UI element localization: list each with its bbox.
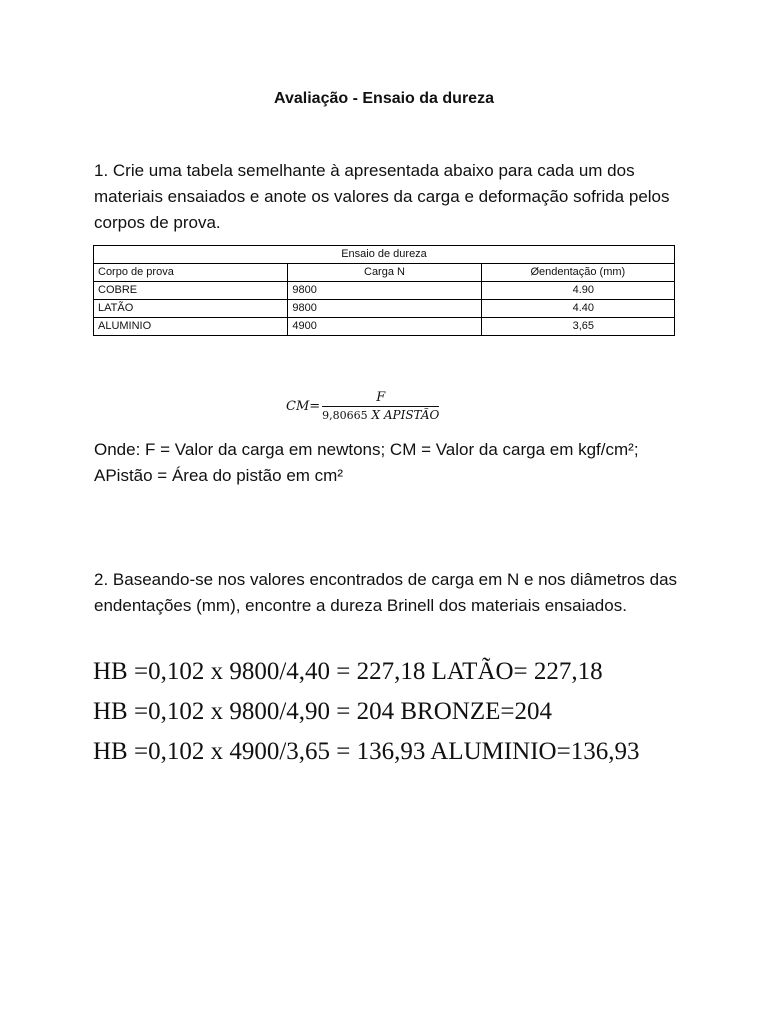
formula-lhs: CM= xyxy=(286,398,321,414)
table-row xyxy=(94,318,675,336)
question-1-text: 1. Crie uma tabela semelhante à apresentada abaixo para cada um dos materiais ensaiados e anote os valores da carga e deformação sofrida pelos corpos de prova. xyxy=(94,161,670,232)
formula-fraction xyxy=(322,390,439,422)
table-row xyxy=(94,300,675,318)
answer-line-latao: HB =0,102 x 9800/4,40 = 227,18 LATÃO= 227,18 xyxy=(93,658,603,685)
cell-indentation: 4.40 xyxy=(481,300,674,318)
answer-line-aluminio: HB =0,102 x 4900/3,65 = 136,93 ALUMINIO=136,93 xyxy=(93,738,640,765)
header-specimen: Corpo de prova xyxy=(94,264,288,282)
denominator-number: 9,80665 xyxy=(322,409,368,422)
page-title: Avaliação - Ensaio da dureza xyxy=(274,90,494,107)
header-indentation: Øendentação (mm) xyxy=(481,264,674,282)
question-2-text: 2. Baseando-se nos valores encontrados de carga em N e nos diâmetros das endentações (mm), encontre a dureza Brinell dos materiais ensaiados. xyxy=(94,570,678,615)
cell-load: 9800 xyxy=(288,282,481,300)
answers-block xyxy=(93,652,639,772)
cell-load: 9800 xyxy=(288,300,481,318)
formula-denominator xyxy=(322,407,439,422)
table-caption-row xyxy=(94,246,675,264)
answer-line-bronze: HB =0,102 x 9800/4,90 = 204 BRONZE=204 xyxy=(93,698,552,725)
table-caption: Ensaio de dureza xyxy=(94,246,675,264)
hardness-test-table xyxy=(93,245,675,336)
cell-specimen: LATÃO xyxy=(94,300,288,318)
table-row xyxy=(94,282,675,300)
cell-load: 4900 xyxy=(288,318,481,336)
cell-specimen: COBRE xyxy=(94,282,288,300)
cell-indentation: 4.90 xyxy=(481,282,674,300)
table-header-row xyxy=(94,264,675,282)
header-load: Carga N xyxy=(288,264,481,282)
cell-indentation: 3,65 xyxy=(481,318,674,336)
cell-specimen: ALUMINIO xyxy=(94,318,288,336)
formula-numerator: F xyxy=(376,390,386,405)
cm-formula xyxy=(286,390,439,422)
denominator-text: X APISTÃO xyxy=(371,408,440,422)
formula-legend: Onde: F = Valor da carga em newtons; CM = Valor da carga em kgf/cm²; APistão = Área do pistão em cm² xyxy=(94,440,639,485)
